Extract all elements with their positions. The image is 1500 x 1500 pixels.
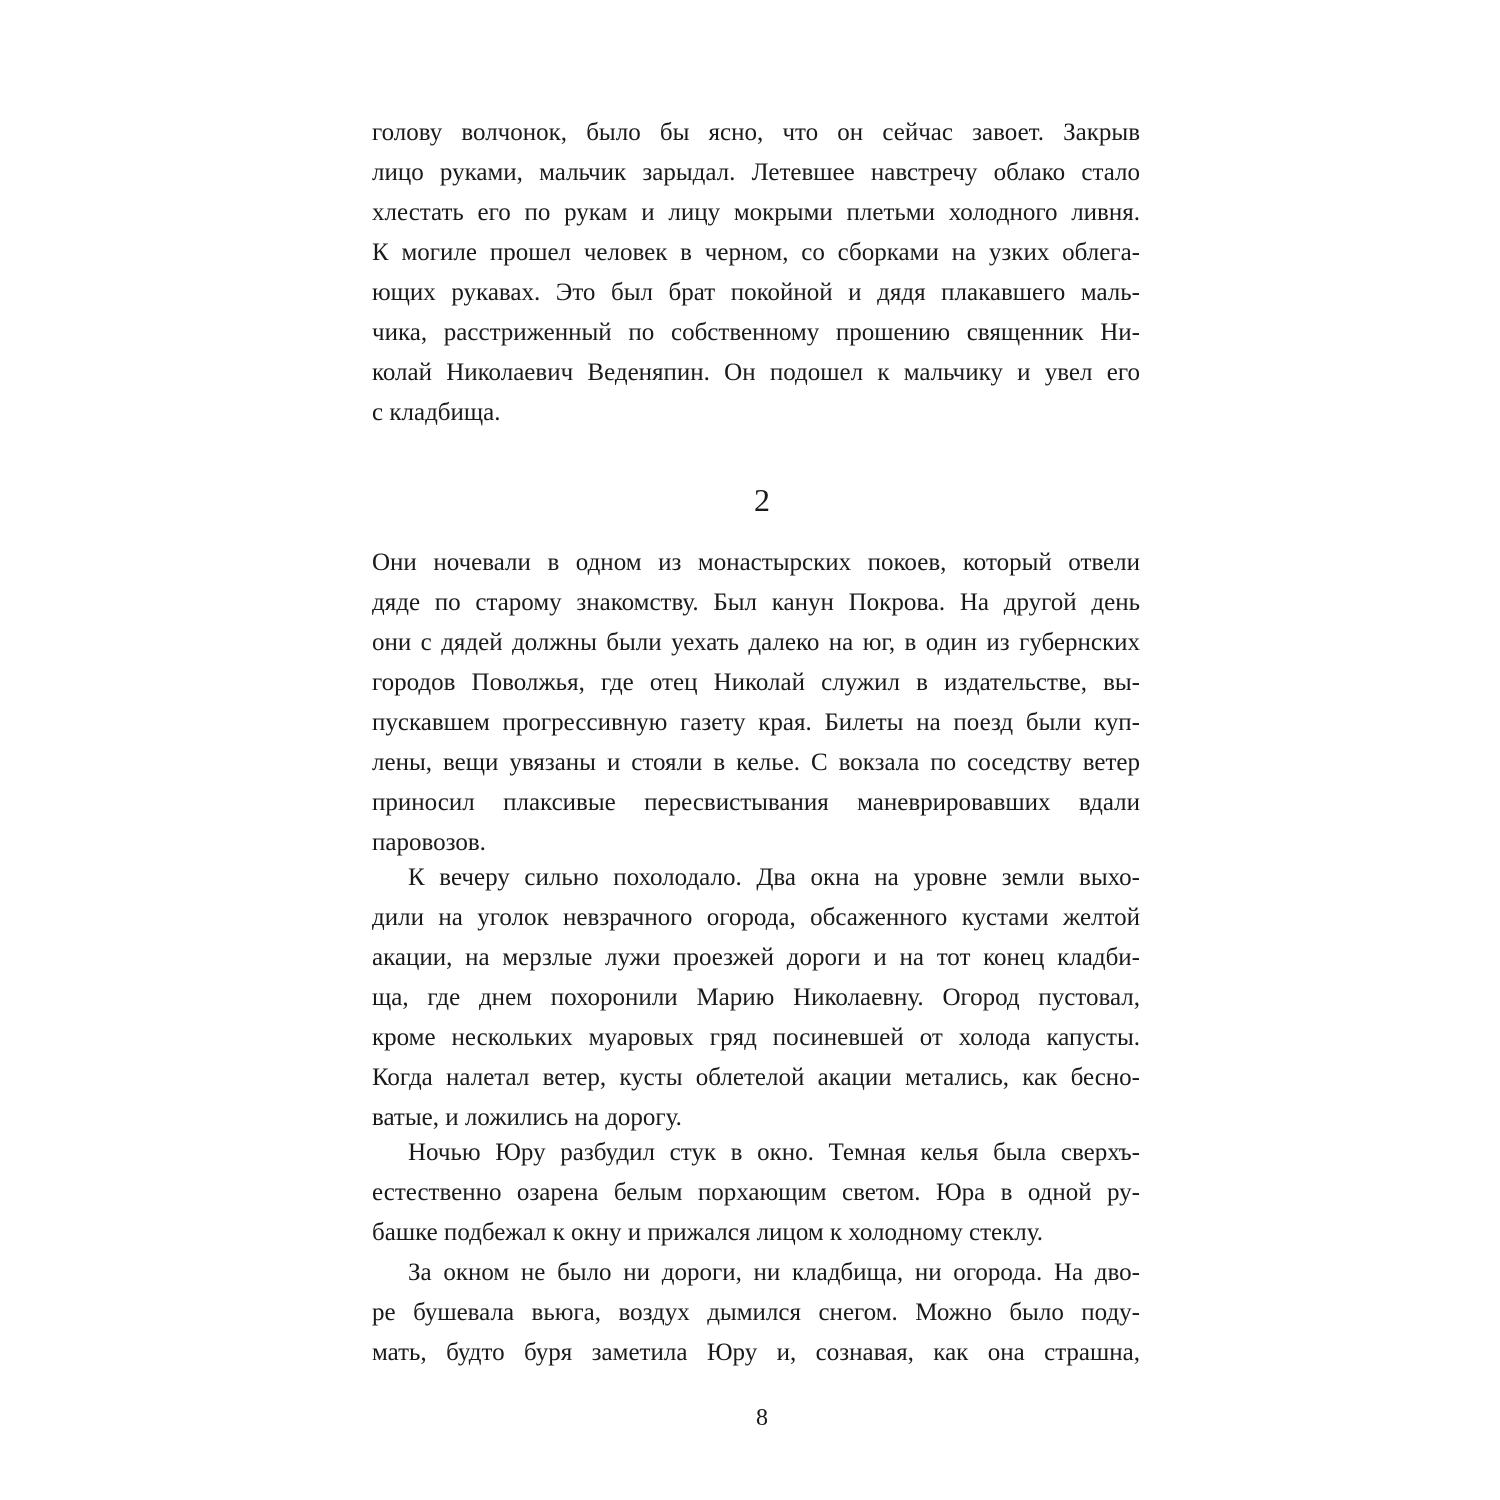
text-line: мать, будто буря заметила Юру и, сознавая, как она страшна, bbox=[372, 1339, 1140, 1366]
text-line: Ночью Юру разбудил стук в окно. Темная келья была сверхъ- bbox=[408, 1139, 1140, 1166]
text-line: лены, вещи увязаны и стояли в келье. С вокзала по соседству ветер bbox=[372, 749, 1140, 776]
text-line: акации, на мерзлые лужи проезжей дороги и на тот конец кладби- bbox=[372, 944, 1140, 971]
text-line: лицо руками, мальчик зарыдал. Летевшее навстречу облако стало bbox=[372, 159, 1140, 186]
text-line: с кладбища. bbox=[372, 399, 501, 426]
paragraph-2 bbox=[372, 543, 1140, 863]
text-line: они с дядей должны были уехать далеко на юг, в один из губернских bbox=[372, 629, 1140, 656]
text-line: паровозов. bbox=[372, 829, 486, 856]
text-line: ща, где днем похоронили Марию Николаевну. Огород пустовал, bbox=[372, 984, 1140, 1011]
text-line: Они ночевали в одном из монастырских покоев, который отвели bbox=[372, 549, 1140, 576]
text-line: дяде по старому знакомству. Был канун Покрова. На другой день bbox=[372, 589, 1140, 616]
chapter-number: 2 bbox=[754, 482, 770, 518]
text-line: ватые, и ложились на дорогу. bbox=[372, 1104, 682, 1131]
text-line: естественно озарена белым порхающим светом. Юра в одной ру- bbox=[372, 1179, 1140, 1206]
text-line: дили на уголок невзрачного огорода, обсаженного кустами желтой bbox=[372, 904, 1140, 931]
text-line: колай Николаевич Веденяпин. Он подошел к мальчику и увел его bbox=[372, 359, 1140, 386]
text-line: пускавшем прогрессивную газету края. Билеты на поезд были куп- bbox=[372, 709, 1140, 736]
text-line: городов Поволжья, где отец Николай служил в издательстве, вы- bbox=[372, 669, 1140, 696]
text-line: голову волчонок, было бы ясно, что он сейчас завоет. Закрыв bbox=[372, 119, 1140, 146]
page-number: 8 bbox=[756, 1405, 768, 1431]
text-line: Когда налетал ветер, кусты облетелой акации метались, как бесно- bbox=[372, 1064, 1140, 1091]
text-line: За окном не было ни дороги, ни кладбища, ни огорода. На дво- bbox=[408, 1259, 1140, 1286]
text-line: кроме нескольких муаровых гряд посиневшей от холода капусты. bbox=[372, 1024, 1140, 1051]
paragraph-3 bbox=[372, 858, 1140, 1138]
text-line: ре бушевала вьюга, воздух дымился снегом. Можно было поду- bbox=[372, 1299, 1140, 1326]
text-line: приносил плаксивые пересвистывания маневрировавших вдали bbox=[372, 789, 1140, 816]
paragraph-4 bbox=[372, 1133, 1140, 1253]
text-line: чика, расстриженный по собственному прошению священник Ни- bbox=[372, 319, 1140, 346]
text-line: ющих рукавах. Это был брат покойной и дядя плакавшего маль- bbox=[372, 279, 1140, 306]
paragraph-1 bbox=[372, 113, 1140, 433]
text-line: хлестать его по рукам и лицу мокрыми плетьми холодного ливня. bbox=[372, 199, 1140, 226]
paragraph-5 bbox=[372, 1253, 1140, 1373]
text-line: К могиле прошел человек в черном, со сборками на узких облега- bbox=[372, 239, 1140, 266]
text-line: башке подбежал к окну и прижался лицом к холодному стеклу. bbox=[372, 1219, 1043, 1246]
text-line: К вечеру сильно похолодало. Два окна на уровне земли выхо- bbox=[408, 864, 1140, 891]
